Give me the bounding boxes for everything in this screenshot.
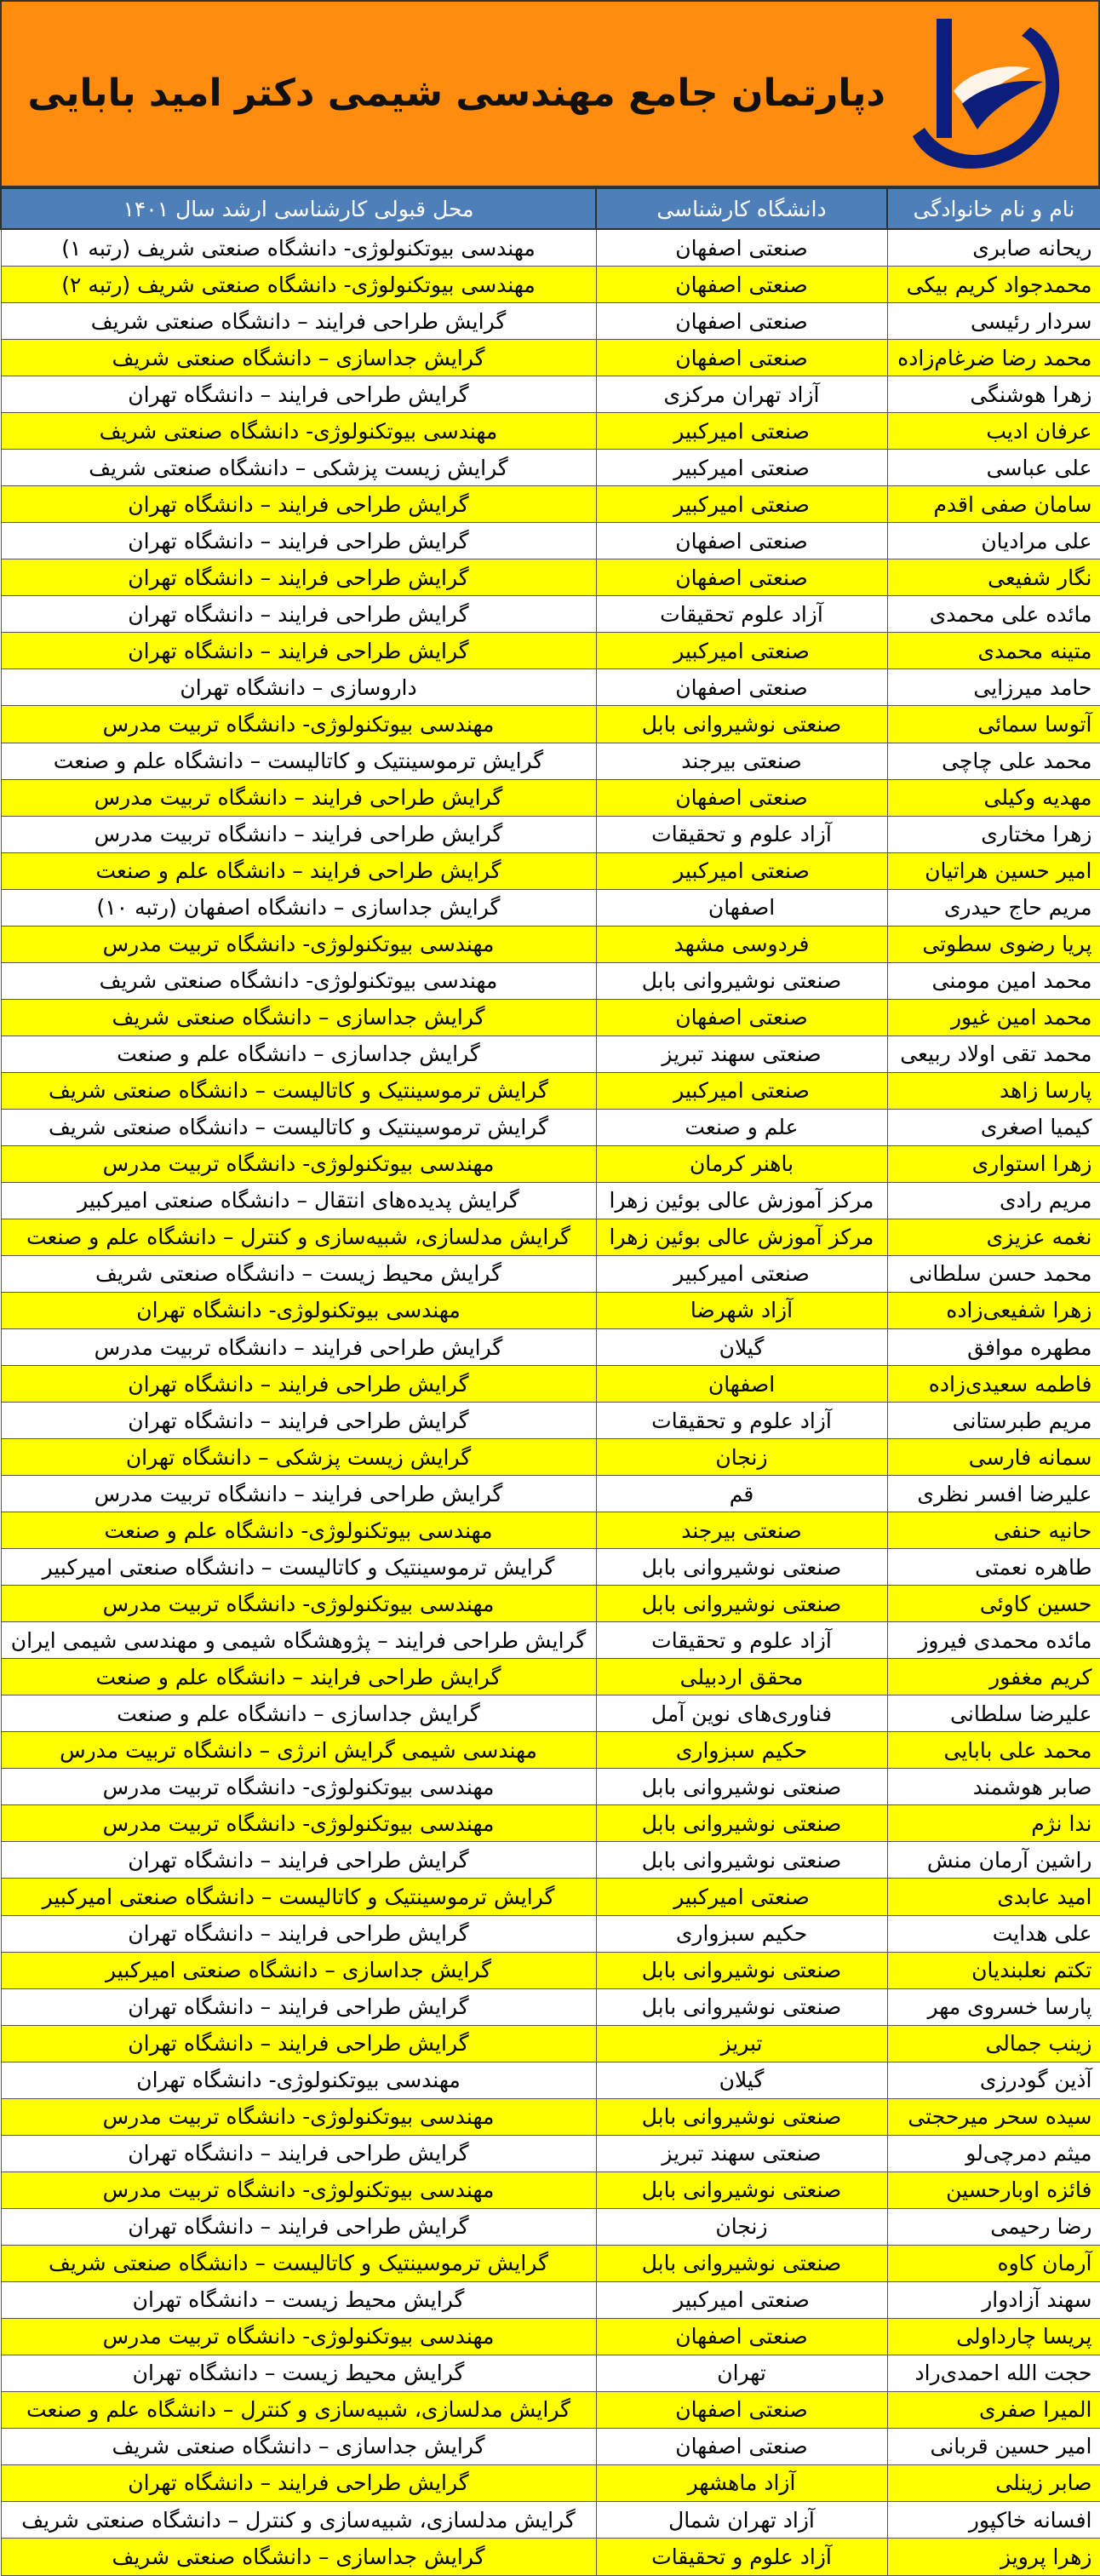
table-row	[1, 2318, 1100, 2355]
cell-admission: مهندسی بیوتکنولوژی- دانشگاه تربیت مدرس	[1, 2172, 596, 2208]
table-row	[1, 1879, 1100, 1915]
column-header-admission: محل قبولی کارشناسی ارشد سال ۱۴۰۱	[1, 188, 596, 229]
cell-name: ریحانه صابری	[887, 229, 1100, 267]
cell-university: صنعتی اصفهان	[596, 669, 887, 706]
cell-name: حانیه حنفی	[887, 1512, 1100, 1549]
cell-name: پارسا زاهد	[887, 1072, 1100, 1109]
cell-name: سامان صفی اقدم	[887, 486, 1100, 523]
cell-university: صنعتی امیرکبیر	[596, 2281, 887, 2318]
cell-name: مطهره موافق	[887, 1329, 1100, 1366]
cell-name: مائده علی محمدی	[887, 596, 1100, 633]
table-row	[1, 2539, 1100, 2576]
cell-admission: گرایش محیط زیست – دانشگاه تهران	[1, 2281, 596, 2318]
cell-university: صنعتی نوشیروانی بابل	[596, 1769, 887, 1805]
table-row	[1, 779, 1100, 816]
table-row	[1, 486, 1100, 523]
cell-name: آرمان کاوه	[887, 2245, 1100, 2281]
cell-admission: گرایش جداسازی – دانشگاه صنعتی شریف	[1, 340, 596, 376]
cell-university: صنعتی نوشیروانی بابل	[596, 2098, 887, 2135]
cell-university: آزاد علوم تحقیقات	[596, 596, 887, 633]
cell-university: آزاد علوم و تحقیقات	[596, 1622, 887, 1659]
cell-university: صنعتی نوشیروانی بابل	[596, 1549, 887, 1586]
cell-admission: گرایش طراحی فرایند – دانشگاه تهران	[1, 523, 596, 559]
table-row	[1, 523, 1100, 559]
cell-name: محمد علی بابایی	[887, 1732, 1100, 1769]
cell-admission: مهندسی بیوتکنولوژی- دانشگاه تربیت مدرس	[1, 2098, 596, 2135]
cell-name: زهرا شفیعی‌زاده	[887, 1292, 1100, 1328]
table-row	[1, 669, 1100, 706]
table-row	[1, 2355, 1100, 2391]
table-row	[1, 1695, 1100, 1732]
cell-name: زینب جمالی	[887, 2025, 1100, 2062]
cell-admission: گرایش طراحی فرایند – دانشگاه تهران	[1, 559, 596, 596]
cell-admission: مهندسی بیوتکنولوژی- دانشگاه تربیت مدرس	[1, 926, 596, 962]
table-row	[1, 1036, 1100, 1072]
cell-university: آزاد تهران شمال	[596, 2502, 887, 2539]
table-row	[1, 1329, 1100, 1366]
table-row	[1, 2172, 1100, 2208]
cell-admission: داروسازی – دانشگاه تهران	[1, 669, 596, 706]
cell-university: علم و صنعت	[596, 1109, 887, 1145]
cell-admission: گرایش ترموسینتیک و کاتالیست – دانشگاه صنعتی شریف	[1, 2245, 596, 2281]
cell-admission: گرایش طراحی فرایند – دانشگاه تهران	[1, 1842, 596, 1879]
cell-university: صنعتی بیرجند	[596, 1512, 887, 1549]
cell-name: زهرا هوشنگی	[887, 376, 1100, 413]
table-row	[1, 816, 1100, 852]
cell-university: صنعتی اصفهان	[596, 2428, 887, 2464]
table-row	[1, 1805, 1100, 1842]
cell-name: پارسا خسروی مهر	[887, 1988, 1100, 2025]
cell-name: آذین گودرزی	[887, 2062, 1100, 2098]
cell-name: کریم مغفور	[887, 1659, 1100, 1695]
table-row	[1, 2208, 1100, 2245]
cell-name: علی مرادیان	[887, 523, 1100, 559]
cell-name: کیمیا اصغری	[887, 1109, 1100, 1145]
cell-name: مریم رادی	[887, 1182, 1100, 1219]
cell-university: آزاد تهران مرکزی	[596, 376, 887, 413]
table-row	[1, 413, 1100, 450]
cell-university: صنعتی سهند تبریز	[596, 1036, 887, 1072]
cell-university: تبریز	[596, 2025, 887, 2062]
cell-university: صنعتی نوشیروانی بابل	[596, 962, 887, 999]
cell-university: صنعتی اصفهان	[596, 229, 887, 267]
cell-name: صابر هوشمند	[887, 1769, 1100, 1805]
cell-name: نغمه عزیزی	[887, 1219, 1100, 1255]
cell-admission: گرایش مدلسازی، شبیه‌سازی و کنترل – دانشگاه علم و صنعت	[1, 2391, 596, 2428]
cell-university: آزاد علوم و تحقیقات	[596, 816, 887, 852]
cell-name: متینه محمدی	[887, 633, 1100, 669]
cell-name: محمد امین غیور	[887, 999, 1100, 1036]
cell-university: گیلان	[596, 2062, 887, 2098]
cell-university: صنعتی نوشیروانی بابل	[596, 1805, 887, 1842]
cell-university: آزاد شهرضا	[596, 1292, 887, 1328]
cell-university: صنعتی امیرکبیر	[596, 633, 887, 669]
cell-name: آتوسا سمائی	[887, 706, 1100, 743]
cell-admission: گرایش طراحی فرایند – دانشگاه علم و صنعت	[1, 852, 596, 889]
cell-university: محقق اردبیلی	[596, 1659, 887, 1695]
table-row	[1, 2428, 1100, 2464]
cell-admission: گرایش طراحی فرایند – دانشگاه تهران	[1, 2135, 596, 2172]
table-row	[1, 1439, 1100, 1476]
cell-name: مریم حاج حیدری	[887, 889, 1100, 926]
table-row	[1, 2098, 1100, 2135]
cell-university: اصفهان	[596, 889, 887, 926]
cell-university: صنعتی نوشیروانی بابل	[596, 1586, 887, 1622]
cell-name: فائزه اوبارحسین	[887, 2172, 1100, 2208]
cell-university: زنجان	[596, 2208, 887, 2245]
table-row	[1, 1659, 1100, 1695]
cell-university: آزاد علوم و تحقیقات	[596, 2539, 887, 2576]
cell-university: مرکز آموزش عالی بوئین زهرا	[596, 1182, 887, 1219]
cell-admission: مهندسی بیوتکنولوژی- دانشگاه تربیت مدرس	[1, 706, 596, 743]
cell-university: گیلان	[596, 1329, 887, 1366]
cell-university: حکیم سبزواری	[596, 1732, 887, 1769]
table-row	[1, 706, 1100, 743]
cell-name: ندا نژم	[887, 1805, 1100, 1842]
cell-admission: گرایش محیط زیست – دانشگاه تهران	[1, 2355, 596, 2391]
cell-name: افسانه خاکپور	[887, 2502, 1100, 2539]
cell-admission: گرایش جداسازی – دانشگاه علم و صنعت	[1, 1695, 596, 1732]
cell-admission: مهندسی بیوتکنولوژی- دانشگاه صنعتی شریف (رتبه ۱)	[1, 229, 596, 267]
cell-admission: مهندسی بیوتکنولوژی- دانشگاه تربیت مدرس	[1, 1769, 596, 1805]
table-row	[1, 1109, 1100, 1145]
cell-name: پریا رضوی سطوتی	[887, 926, 1100, 962]
table-row	[1, 450, 1100, 486]
cell-admission: گرایش ترموسینتیک و کاتالیست – دانشگاه صنعتی امیرکبیر	[1, 1879, 596, 1915]
cell-university: تهران	[596, 2355, 887, 2391]
table-row	[1, 633, 1100, 669]
table-row	[1, 1769, 1100, 1805]
cell-university: صنعتی اصفهان	[596, 303, 887, 340]
table-row	[1, 340, 1100, 376]
cell-admission: گرایش طراحی فرایند – دانشگاه تربیت مدرس	[1, 779, 596, 816]
cell-admission: گرایش طراحی فرایند – دانشگاه تهران	[1, 2464, 596, 2501]
cell-admission: مهندسی بیوتکنولوژی- دانشگاه صنعتی شریف	[1, 962, 596, 999]
cell-university: صنعتی اصفهان	[596, 523, 887, 559]
cell-name: نگار شفیعی	[887, 559, 1100, 596]
cell-name: محمد امین مومنی	[887, 962, 1100, 999]
cell-university: صنعتی نوشیروانی بابل	[596, 1842, 887, 1879]
table-row	[1, 1145, 1100, 1182]
cell-university: صنعتی امیرکبیر	[596, 450, 887, 486]
table-row	[1, 376, 1100, 413]
cell-name: زهرا استواری	[887, 1145, 1100, 1182]
cell-university: صنعتی اصفهان	[596, 999, 887, 1036]
table-row	[1, 1549, 1100, 1586]
table-row	[1, 1476, 1100, 1512]
table-row	[1, 1072, 1100, 1109]
cell-university: فردوسی مشهد	[596, 926, 887, 962]
cell-admission: گرایش جداسازی – دانشگاه علم و صنعت	[1, 1036, 596, 1072]
table-row	[1, 1292, 1100, 1328]
cell-admission: گرایش پدیده‌های انتقال – دانشگاه صنعتی امیرکبیر	[1, 1182, 596, 1219]
table-row	[1, 2062, 1100, 2098]
cell-name: رضا رحیمی	[887, 2208, 1100, 2245]
cell-admission: گرایش طراحی فرایند – دانشگاه تربیت مدرس	[1, 1329, 596, 1366]
cell-admission: گرایش ترموسینتیک و کاتالیست – دانشگاه صنعتی امیرکبیر	[1, 1549, 596, 1586]
table-row	[1, 1732, 1100, 1769]
cell-university: مرکز آموزش عالی بوئین زهرا	[596, 1219, 887, 1255]
cell-university: صنعتی بیرجند	[596, 743, 887, 779]
cell-university: زنجان	[596, 1439, 887, 1476]
cell-admission: گرایش طراحی فرایند – دانشگاه تهران	[1, 1403, 596, 1439]
cell-university: صنعتی نوشیروانی بابل	[596, 2172, 887, 2208]
table-row	[1, 1842, 1100, 1879]
table-row	[1, 2391, 1100, 2428]
cell-admission: گرایش طراحی فرایند – دانشگاه تهران	[1, 633, 596, 669]
cell-admission: مهندسی بیوتکنولوژی- دانشگاه تربیت مدرس	[1, 2318, 596, 2355]
cell-name: سمانه فارسی	[887, 1439, 1100, 1476]
table-row	[1, 2502, 1100, 2539]
cell-name: امیر حسین هراتیان	[887, 852, 1100, 889]
cell-university: صنعتی اصفهان	[596, 2318, 887, 2355]
table-row	[1, 889, 1100, 926]
table-row	[1, 1255, 1100, 1292]
cell-admission: گرایش ترموسینتیک و کاتالیست – دانشگاه صنعتی شریف	[1, 1109, 596, 1145]
cell-admission: گرایش زیست پزشکی – دانشگاه صنعتی شریف	[1, 450, 596, 486]
cell-university: صنعتی امیرکبیر	[596, 1255, 887, 1292]
cell-name: مهدیه وکیلی	[887, 779, 1100, 816]
table-row	[1, 1182, 1100, 1219]
table-header-row	[1, 188, 1100, 229]
cell-admission: گرایش طراحی فرایند – پژوهشگاه شیمی و مهندسی شیمی ایران	[1, 1622, 596, 1659]
table-row	[1, 743, 1100, 779]
cell-admission: گرایش جداسازی – دانشگاه صنعتی شریف	[1, 999, 596, 1036]
table-row	[1, 852, 1100, 889]
cell-name: مریم طبرستانی	[887, 1403, 1100, 1439]
cell-admission: گرایش طراحی فرایند – دانشگاه تهران	[1, 1366, 596, 1403]
table-row	[1, 2245, 1100, 2281]
cell-university: صنعتی اصفهان	[596, 559, 887, 596]
cell-name: راشین آرمان منش	[887, 1842, 1100, 1879]
cell-admission: گرایش طراحی فرایند – دانشگاه تهران	[1, 2208, 596, 2245]
cell-name: زهرا پرویز	[887, 2539, 1100, 2576]
cell-admission: گرایش طراحی فرایند – دانشگاه صنعتی شریف	[1, 303, 596, 340]
cell-admission: گرایش طراحی فرایند – دانشگاه تربیت مدرس	[1, 816, 596, 852]
cell-admission: گرایش طراحی فرایند – دانشگاه تهران	[1, 486, 596, 523]
cell-name: امید عابدی	[887, 1879, 1100, 1915]
page-title: دپارتمان جامع مهندسی شیمی دکتر امید بابایی	[27, 72, 885, 115]
cell-name: علیرضا افسر نظری	[887, 1476, 1100, 1512]
cell-university: قم	[596, 1476, 887, 1512]
table-row	[1, 1219, 1100, 1255]
table-row	[1, 1988, 1100, 2025]
cell-name: پریسا چارداولی	[887, 2318, 1100, 2355]
cell-admission: گرایش مدلسازی، شبیه‌سازی و کنترل – دانشگاه صنعتی شریف	[1, 2502, 596, 2539]
cell-admission: گرایش طراحی فرایند – دانشگاه علم و صنعت	[1, 1659, 596, 1695]
column-header-name: نام و نام خانوادگی	[887, 188, 1100, 229]
cell-admission: گرایش طراحی فرایند – دانشگاه تهران	[1, 2025, 596, 2062]
cell-admission: گرایش طراحی فرایند – دانشگاه تهران	[1, 376, 596, 413]
table-row	[1, 1366, 1100, 1403]
cell-university: صنعتی نوشیروانی بابل	[596, 2245, 887, 2281]
cell-admission: گرایش ترموسینتیک و کاتالیست – دانشگاه علم و صنعت	[1, 743, 596, 779]
table-row	[1, 962, 1100, 999]
cell-name: سیده سحر میرحجتی	[887, 2098, 1100, 2135]
column-header-university: دانشگاه کارشناسی	[596, 188, 887, 229]
table-row	[1, 303, 1100, 340]
cell-university: آزاد علوم و تحقیقات	[596, 1403, 887, 1439]
cell-university: صنعتی امیرکبیر	[596, 852, 887, 889]
table-row	[1, 926, 1100, 962]
cell-university: صنعتی اصفهان	[596, 2391, 887, 2428]
table-row	[1, 596, 1100, 633]
cell-name: حسین کاوئی	[887, 1586, 1100, 1622]
table-row	[1, 1915, 1100, 1952]
cell-name: محمدجواد کریم بیکی	[887, 267, 1100, 303]
cell-name: محمد حسن سلطانی	[887, 1255, 1100, 1292]
table-row	[1, 2281, 1100, 2318]
cell-admission: مهندسی بیوتکنولوژی- دانشگاه تربیت مدرس	[1, 1805, 596, 1842]
cell-admission: گرایش زیست پزشکی – دانشگاه تهران	[1, 1439, 596, 1476]
cell-name: صابر زینلی	[887, 2464, 1100, 2501]
cell-university: صنعتی اصفهان	[596, 267, 887, 303]
cell-admission: گرایش محیط زیست – دانشگاه صنعتی شریف	[1, 1255, 596, 1292]
cell-admission: گرایش طراحی فرایند – دانشگاه تهران	[1, 1915, 596, 1952]
cell-name: حجت الله احمدی‌راد	[887, 2355, 1100, 2391]
department-logo-icon	[902, 10, 1064, 181]
cell-university: اصفهان	[596, 1366, 887, 1403]
cell-admission: مهندسی بیوتکنولوژی- دانشگاه تهران	[1, 1292, 596, 1328]
table-row	[1, 1622, 1100, 1659]
cell-university: باهنر کرمان	[596, 1145, 887, 1182]
cell-admission: گرایش طراحی فرایند – دانشگاه تربیت مدرس	[1, 1476, 596, 1512]
table-row	[1, 559, 1100, 596]
cell-university: صنعتی امیرکبیر	[596, 1879, 887, 1915]
cell-name: حامد میرزایی	[887, 669, 1100, 706]
cell-name: سردار رئیسی	[887, 303, 1100, 340]
cell-admission: مهندسی شیمی گرایش انرژی – دانشگاه تربیت مدرس	[1, 1732, 596, 1769]
table-row	[1, 2025, 1100, 2062]
cell-name: سهند آزادوار	[887, 2281, 1100, 2318]
table-row	[1, 2464, 1100, 2501]
cell-name: محمد رضا ضرغام‌زاده	[887, 340, 1100, 376]
cell-name: تکتم نعلبندیان	[887, 1952, 1100, 1988]
cell-name: امیر حسین قربانی	[887, 2428, 1100, 2464]
cell-university: صنعتی امیرکبیر	[596, 486, 887, 523]
cell-admission: مهندسی بیوتکنولوژی- دانشگاه تهران	[1, 2062, 596, 2098]
table-row	[1, 229, 1100, 267]
cell-name: زهرا مختاری	[887, 816, 1100, 852]
cell-name: طاهره نعمتی	[887, 1549, 1100, 1586]
table-row	[1, 267, 1100, 303]
table-row	[1, 1952, 1100, 1988]
cell-name: علی هدایت	[887, 1915, 1100, 1952]
cell-admission: مهندسی بیوتکنولوژی- دانشگاه صنعتی شریف	[1, 413, 596, 450]
cell-admission: گرایش جداسازی – دانشگاه صنعتی شریف	[1, 2539, 596, 2576]
cell-name: مائده محمدی فیروز	[887, 1622, 1100, 1659]
cell-university: صنعتی نوشیروانی بابل	[596, 706, 887, 743]
header-banner	[0, 0, 1100, 187]
cell-university: آزاد ماهشهر	[596, 2464, 887, 2501]
table-row	[1, 1512, 1100, 1549]
cell-admission: گرایش طراحی فرایند – دانشگاه تهران	[1, 1988, 596, 2025]
cell-university: حکیم سبزواری	[596, 1915, 887, 1952]
cell-admission: مهندسی بیوتکنولوژی- دانشگاه تربیت مدرس	[1, 1586, 596, 1622]
cell-name: فاطمه سعیدی‌زاده	[887, 1366, 1100, 1403]
table-row	[1, 1586, 1100, 1622]
admissions-table	[0, 187, 1100, 2576]
table-body	[1, 229, 1100, 2576]
cell-name: المیرا صفری	[887, 2391, 1100, 2428]
cell-admission: گرایش مدلسازی، شبیه‌سازی و کنترل – دانشگاه علم و صنعت	[1, 1219, 596, 1255]
table-row	[1, 1403, 1100, 1439]
cell-admission: مهندسی بیوتکنولوژی- دانشگاه تربیت مدرس	[1, 1145, 596, 1182]
cell-name: محمد علی چاچی	[887, 743, 1100, 779]
cell-admission: گرایش جداسازی – دانشگاه صنعتی امیرکبیر	[1, 1952, 596, 1988]
cell-name: عرفان ادیب	[887, 413, 1100, 450]
cell-university: صنعتی نوشیروانی بابل	[596, 1952, 887, 1988]
cell-university: صنعتی امیرکبیر	[596, 413, 887, 450]
table-row	[1, 2135, 1100, 2172]
cell-university: صنعتی اصفهان	[596, 779, 887, 816]
cell-admission: گرایش جداسازی – دانشگاه صنعتی شریف	[1, 2428, 596, 2464]
cell-name: میثم دمرچی‌لو	[887, 2135, 1100, 2172]
cell-admission: مهندسی بیوتکنولوژی- دانشگاه علم و صنعت	[1, 1512, 596, 1549]
cell-university: صنعتی نوشیروانی بابل	[596, 1988, 887, 2025]
cell-admission: مهندسی بیوتکنولوژی- دانشگاه صنعتی شریف (رتبه ۲)	[1, 267, 596, 303]
cell-admission: گرایش جداسازی – دانشگاه اصفهان (رتبه ۱۰)	[1, 889, 596, 926]
table-row	[1, 999, 1100, 1036]
cell-university: فناوری‌های نوین آمل	[596, 1695, 887, 1732]
cell-university: صنعتی امیرکبیر	[596, 1072, 887, 1109]
cell-name: علی عباسی	[887, 450, 1100, 486]
cell-name: محمد تقی اولاد ربیعی	[887, 1036, 1100, 1072]
cell-admission: گرایش طراحی فرایند – دانشگاه تهران	[1, 596, 596, 633]
cell-name: علیرضا سلطانی	[887, 1695, 1100, 1732]
cell-university: صنعتی سهند تبریز	[596, 2135, 887, 2172]
cell-admission: گرایش ترموسینتیک و کاتالیست – دانشگاه صنعتی شریف	[1, 1072, 596, 1109]
cell-university: صنعتی اصفهان	[596, 340, 887, 376]
